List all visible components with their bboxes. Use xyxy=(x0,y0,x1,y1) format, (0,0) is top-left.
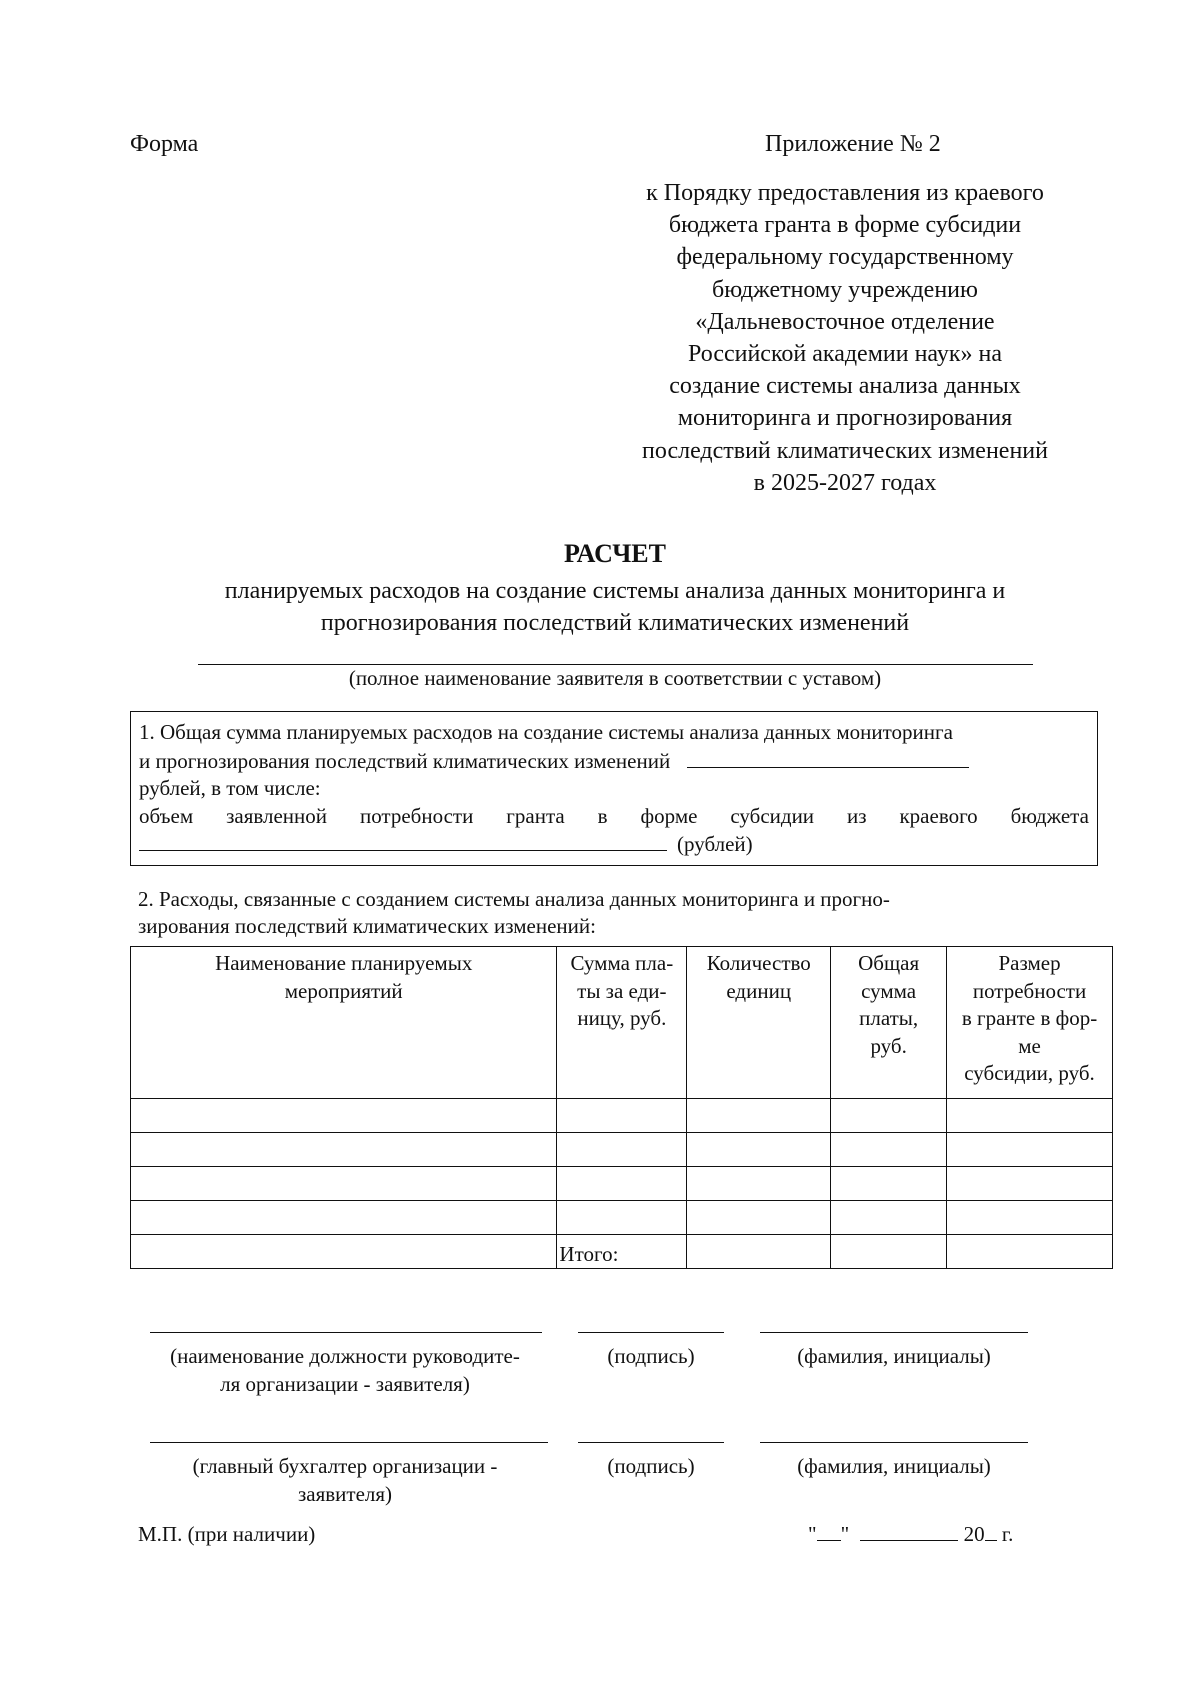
word: краевого xyxy=(899,803,978,828)
table-cell[interactable] xyxy=(831,1167,947,1201)
table-cell[interactable] xyxy=(831,1201,947,1235)
table-row xyxy=(131,1167,1113,1201)
table-cell[interactable] xyxy=(947,1235,1113,1269)
day-blank[interactable] xyxy=(817,1522,841,1541)
table-cell[interactable] xyxy=(557,1167,687,1201)
word: объем xyxy=(139,803,194,828)
table-cell[interactable] xyxy=(687,1235,831,1269)
table-cell[interactable] xyxy=(831,1235,947,1269)
section2-line: зирования последствий климатических изменений: xyxy=(138,914,596,938)
word: форме xyxy=(640,803,698,828)
accountant-signature-caption: (подпись) xyxy=(607,1454,695,1478)
section1-line-with-blank xyxy=(139,747,1089,776)
appendix-line: бюджетному учреждению xyxy=(712,276,978,303)
word: заявленной xyxy=(226,803,328,828)
section2-line: 2. Расходы, связанные с созданием системы анализа данных мониторинга и прогно- xyxy=(138,887,890,911)
appendix-line: Российской академии наук» на xyxy=(687,341,1003,368)
grant-amount-blank[interactable] xyxy=(139,830,667,851)
table-total-row xyxy=(131,1235,1113,1269)
appendix-line: последствий климатических изменений xyxy=(642,437,1048,464)
word: гранта xyxy=(506,803,565,828)
grant-requirement-line xyxy=(139,803,1089,831)
planned-expenses-table xyxy=(130,946,1113,1269)
table-cell[interactable] xyxy=(947,1201,1113,1235)
appendix-line: «Дальневосточное отделение xyxy=(695,308,995,335)
word: субсидии xyxy=(730,803,815,828)
header-total-amount: Общая сумма платы, руб. xyxy=(831,947,947,1099)
header-quantity: Количество единиц xyxy=(687,947,831,1099)
total-label: Итого: xyxy=(557,1235,687,1269)
header-activity-name: Наименование планируемых мероприятий xyxy=(131,947,557,1099)
subtitle-line: прогнозирования последствий климатических изменений xyxy=(320,610,910,636)
table-cell[interactable] xyxy=(687,1133,831,1167)
table-cell[interactable] xyxy=(557,1133,687,1167)
head-position-caption: (наименование должности руководите- ля организации - заявителя) xyxy=(170,1344,520,1396)
table-cell[interactable] xyxy=(131,1133,557,1167)
document-title: РАСЧЕТ xyxy=(564,539,666,568)
table-cell[interactable] xyxy=(687,1167,831,1201)
section1-line-text: и прогнозирования последствий климатических изменений xyxy=(139,748,671,773)
head-signature-blank[interactable] xyxy=(578,1332,724,1333)
section2-heading xyxy=(138,886,1098,940)
table-cell[interactable] xyxy=(947,1133,1113,1167)
seal-label: М.П. (при наличии) xyxy=(138,1522,316,1546)
total-expenses-box xyxy=(130,711,1098,866)
table-cell[interactable] xyxy=(131,1099,557,1133)
word: бюджета xyxy=(1010,803,1089,828)
accountant-name-caption: (фамилия, инициалы) xyxy=(797,1454,991,1478)
accountant-position-blank[interactable] xyxy=(150,1442,548,1443)
form-label: Форма xyxy=(130,131,199,157)
subtitle-line: планируемых расходов на создание системы анализа данных мониторинга и xyxy=(224,578,1006,604)
word: из xyxy=(846,803,867,828)
table-row xyxy=(131,1133,1113,1167)
table-header-row xyxy=(131,947,1113,1099)
section1-line: 1. Общая сумма планируемых расходов на создание системы анализа данных мониторинга xyxy=(139,720,953,744)
grant-amount-line xyxy=(139,830,1089,859)
table-cell[interactable] xyxy=(831,1133,947,1167)
grant-amount-unit: (рублей) xyxy=(677,832,753,856)
year-blank[interactable] xyxy=(985,1522,997,1541)
word: потребности xyxy=(359,803,474,828)
table-row xyxy=(131,1201,1113,1235)
table-cell[interactable] xyxy=(687,1201,831,1235)
head-name-blank[interactable] xyxy=(760,1332,1028,1333)
month-blank[interactable] xyxy=(860,1522,958,1541)
accountant-position-caption: (главный бухгалтер организации - заявителя) xyxy=(192,1454,498,1506)
appendix-line: федеральному государственному xyxy=(676,244,1014,271)
table-cell[interactable] xyxy=(131,1167,557,1201)
head-position-blank[interactable] xyxy=(150,1332,542,1333)
total-amount-blank[interactable] xyxy=(687,747,969,768)
table-cell[interactable] xyxy=(831,1099,947,1133)
appendix-line: к Порядку предоставления из краевого xyxy=(646,180,1044,206)
appendix-reference xyxy=(610,177,1080,499)
appendix-number: Приложение № 2 xyxy=(765,131,941,157)
section1-line: рублей, в том числе: xyxy=(139,776,321,800)
table-cell[interactable] xyxy=(131,1235,557,1269)
appendix-line: бюджета гранта в форме субсидии xyxy=(668,212,1022,239)
table-cell[interactable] xyxy=(557,1099,687,1133)
appendix-line: в 2025-2027 годах xyxy=(753,469,937,496)
header-grant-requirement: Размер потребности в гранте в фор- ме субсидии, руб. xyxy=(947,947,1113,1099)
table-cell[interactable] xyxy=(687,1099,831,1133)
table-row xyxy=(131,1099,1113,1133)
head-signature-caption: (подпись) xyxy=(607,1344,695,1368)
accountant-name-blank[interactable] xyxy=(760,1442,1028,1443)
date-field: " " 20 г. xyxy=(808,1522,1014,1546)
table-cell[interactable] xyxy=(557,1201,687,1235)
head-name-caption: (фамилия, инициалы) xyxy=(797,1344,991,1368)
table-cell[interactable] xyxy=(947,1167,1113,1201)
appendix-line: мониторинга и прогнозирования xyxy=(677,405,1013,432)
word: в xyxy=(597,803,608,828)
document-subtitle xyxy=(100,575,1130,639)
header-unit-price: Сумма пла- ты за еди- ницу, руб. xyxy=(557,947,687,1099)
applicant-name-caption: (полное наименование заявителя в соответствии с уставом) xyxy=(348,666,882,690)
table-cell[interactable] xyxy=(947,1099,1113,1133)
accountant-signature-blank[interactable] xyxy=(578,1442,724,1443)
table-cell[interactable] xyxy=(131,1201,557,1235)
appendix-line: создание системы анализа данных xyxy=(669,373,1021,400)
